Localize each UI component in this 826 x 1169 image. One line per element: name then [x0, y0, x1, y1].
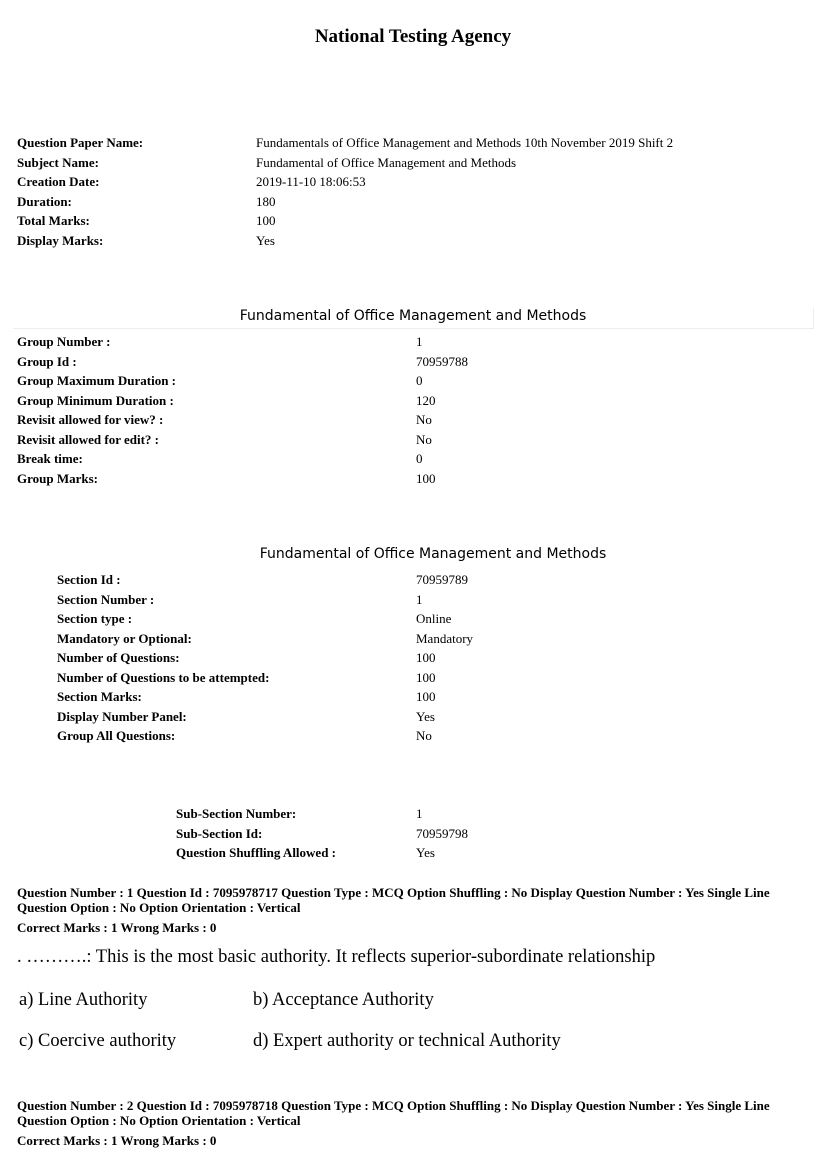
field-value: Fundamentals of Office Management and Methods 10th November 2019 Shift 2 [256, 135, 674, 150]
field-label: Section Number : [57, 591, 155, 607]
field-label: Mandatory or Optional: [57, 630, 192, 646]
field-label: Subject Name: [17, 154, 99, 170]
field-label: Group Minimum Duration : [17, 392, 174, 408]
field-value: 0 [416, 451, 423, 466]
paper-info-row [17, 211, 807, 231]
group-info-row [17, 391, 807, 411]
group-heading: Fundamental of Office Management and Methods [13, 308, 814, 329]
section-info-row [57, 629, 807, 649]
field-value: No [416, 728, 432, 743]
subsection-info-table [176, 804, 776, 863]
field-label: Revisit allowed for edit? : [17, 431, 160, 447]
field-value: 1 [416, 334, 423, 349]
group-info-row [17, 371, 807, 391]
field-value: 70959798 [416, 825, 468, 841]
section-info-row [57, 707, 807, 727]
field-label: Break time: [17, 451, 83, 466]
field-value: No [416, 431, 432, 447]
field-label: Question Shuffling Allowed : [176, 845, 337, 860]
field-label: Section Id : [57, 572, 121, 587]
field-value: Mandatory [416, 630, 474, 646]
question-marks: Correct Marks : 1 Wrong Marks : 0 [17, 920, 217, 935]
field-value: 100 [416, 470, 436, 486]
field-label: Group Id : [17, 353, 77, 369]
field-value: 100 [416, 689, 436, 704]
group-info-row [17, 449, 807, 469]
field-label: Number of Questions: [57, 650, 180, 665]
field-value: 1 [416, 591, 423, 607]
section-heading: Fundamental of Office Management and Methods [259, 546, 607, 562]
paper-info-row [17, 172, 807, 192]
field-value: 180 [256, 193, 276, 209]
field-value: 100 [256, 213, 276, 228]
field-label: Question Paper Name: [17, 135, 144, 150]
subsection-info-row [176, 804, 776, 824]
group-info-row [17, 332, 807, 352]
field-value: 70959788 [416, 353, 468, 369]
document-title: National Testing Agency [314, 26, 512, 47]
field-label: Display Number Panel: [57, 708, 187, 724]
section-info-table [57, 570, 807, 746]
field-value: Online [416, 611, 452, 626]
field-value: 120 [416, 392, 436, 408]
field-value: Yes [256, 232, 275, 248]
group-info-row [17, 469, 807, 489]
field-label: Total Marks: [17, 213, 90, 228]
paper-info-row [17, 153, 807, 173]
field-value: 1 [416, 806, 423, 821]
paper-info-table [17, 133, 807, 250]
paper-info-row [17, 192, 807, 212]
field-value: No [416, 412, 432, 427]
question-meta: Question Number : 1 Question Id : 7095978717 Question Type : MCQ Option Shuffling : No Display Question Number : Yes Single Line Question Option : No Option Orientation : Vertical [17, 885, 770, 915]
field-label: Group Number : [17, 334, 111, 349]
field-value: 100 [416, 669, 436, 685]
group-info-row [17, 410, 807, 430]
field-label: Display Marks: [17, 232, 104, 248]
section-info-row [57, 648, 807, 668]
field-value: Fundamental of Office Management and Methods [256, 154, 517, 170]
section-info-row [57, 726, 807, 746]
field-value: 0 [416, 373, 423, 388]
field-label: Section type : [57, 611, 133, 626]
section-info-row [57, 590, 807, 610]
question-marks: Correct Marks : 1 Wrong Marks : 0 [17, 1133, 217, 1148]
group-info-table [17, 332, 807, 488]
paper-info-row [17, 133, 807, 153]
option-a: a) Line Authority [19, 990, 148, 1010]
subsection-info-row [176, 843, 776, 863]
group-info-row [17, 352, 807, 372]
section-info-row [57, 570, 807, 590]
field-label: Group Maximum Duration : [17, 373, 177, 388]
question-text: . ……….: This is the most basic authority. It reflects superior-subordinate relationship [17, 947, 656, 967]
field-label: Section Marks: [57, 689, 142, 704]
field-label: Revisit allowed for view? : [17, 412, 164, 427]
section-info-row [57, 687, 807, 707]
group-info-row [17, 430, 807, 450]
field-label: Group Marks: [17, 470, 99, 486]
field-value: 70959789 [416, 572, 468, 587]
field-label: Sub-Section Id: [176, 825, 263, 841]
section-info-row [57, 609, 807, 629]
option-c: c) Coercive authority [19, 1031, 177, 1051]
option-d: d) Expert authority or technical Authority [253, 1031, 561, 1051]
field-value: 2019-11-10 18:06:53 [256, 174, 366, 189]
field-label: Sub-Section Number: [176, 806, 297, 821]
option-b: b) Acceptance Authority [253, 990, 434, 1010]
field-label: Duration: [17, 193, 72, 209]
subsection-info-row [176, 824, 776, 844]
field-value: 100 [416, 650, 436, 665]
question-meta: Question Number : 2 Question Id : 7095978718 Question Type : MCQ Option Shuffling : No Display Question Number : Yes Single Line Question Option : No Option Orientation : Vertical [17, 1098, 770, 1128]
field-label: Creation Date: [17, 174, 100, 189]
field-value: Yes [416, 708, 435, 724]
section-info-row [57, 668, 807, 688]
field-label: Number of Questions to be attempted: [57, 669, 270, 685]
paper-info-row [17, 231, 807, 251]
field-value: Yes [416, 845, 435, 860]
field-label: Group All Questions: [57, 728, 176, 743]
